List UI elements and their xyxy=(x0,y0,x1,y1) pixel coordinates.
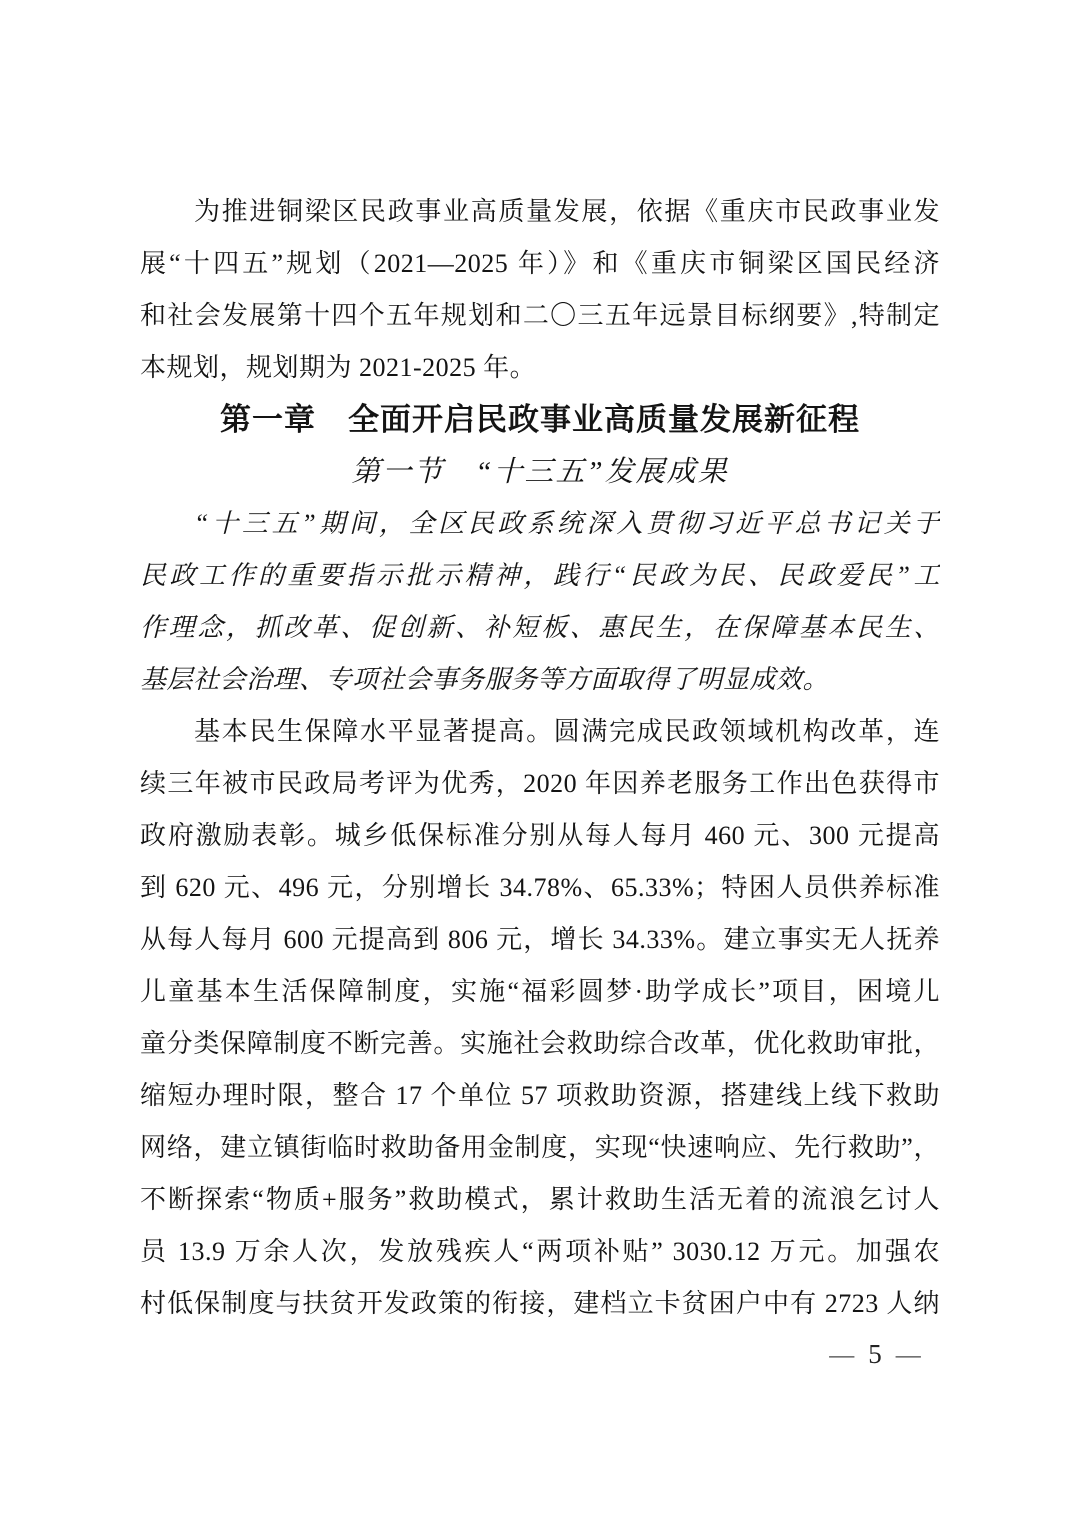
page-number-footer xyxy=(800,1334,950,1374)
intro-paragraph-line: 为推进铜梁区民政事业高质量发展，依据《重庆市民政事业发 xyxy=(194,197,940,226)
intro-paragraph-line: 和社会发展第十四个五年规划和二〇三五年远景目标纲要》,特制定 xyxy=(140,301,940,330)
livelihood-paragraph-line: 政府激励表彰。城乡低保标准分别从每人每月 460 元、300 元提高 xyxy=(140,821,940,850)
livelihood-paragraph-line: 不断探索“物质+服务”救助模式，累计救助生活无着的流浪乞讨人 xyxy=(140,1185,940,1214)
shisanwu-paragraph-line: 基层社会治理、专项社会事务服务等方面取得了明显成效。 xyxy=(140,665,830,694)
shisanwu-paragraph-line: 作理念，抓改革、促创新、补短板、惠民生，在保障基本民生、 xyxy=(140,613,940,642)
livelihood-paragraph-line: 儿童基本生活保障制度，实施“福彩圆梦·助学成长”项目，困境儿 xyxy=(140,977,940,1006)
intro-paragraph-line: 展“十四五”规划（2021—2025 年）》和《重庆市铜梁区国民经济 xyxy=(140,249,940,278)
section-heading: 第一节 “十三五”发展成果 xyxy=(351,456,729,488)
intro-paragraph-line: 本规划，规划期为 2021-2025 年。 xyxy=(140,353,537,382)
livelihood-paragraph-line: 网络，建立镇街临时救助备用金制度，实现“快速响应、先行救助”， xyxy=(140,1133,940,1162)
page-number: 5 xyxy=(868,1339,882,1369)
livelihood-paragraph-line: 缩短办理时限，整合 17 个单位 57 项救助资源，搭建线上线下救助 xyxy=(140,1081,940,1110)
livelihood-paragraph-line: 员 13.9 万余人次，发放残疾人“两项补贴” 3030.12 万元。加强农 xyxy=(140,1237,940,1266)
livelihood-paragraph-line: 村低保制度与扶贫开发政策的衔接，建档立卡贫困户中有 2723 人纳 xyxy=(140,1289,940,1318)
shisanwu-paragraph-line: 民政工作的重要指示批示精神，践行“民政为民、民政爱民”工 xyxy=(140,561,940,590)
footer-dash-right: — xyxy=(895,1342,921,1369)
livelihood-paragraph-line: 续三年被市民政局考评为优秀，2020 年因养老服务工作出色获得市 xyxy=(140,769,940,798)
chapter-heading: 第一章 全面开启民政事业高质量发展新征程 xyxy=(220,402,860,437)
livelihood-paragraph-line: 基本民生保障水平显著提高。圆满完成民政领域机构改革，连 xyxy=(194,717,940,746)
livelihood-paragraph-line: 到 620 元、496 元，分别增长 34.78%、65.33%；特困人员供养标准 xyxy=(140,873,940,902)
shisanwu-paragraph-line: “十三五”期间，全区民政系统深入贯彻习近平总书记关于 xyxy=(194,509,940,538)
livelihood-paragraph-line: 从每人每月 600 元提高到 806 元，增长 34.33%。建立事实无人抚养 xyxy=(140,925,940,954)
footer-dash-left: — xyxy=(829,1342,855,1369)
livelihood-paragraph-line: 童分类保障制度不断完善。实施社会救助综合改革，优化救助审批， xyxy=(140,1029,940,1058)
text-block xyxy=(140,186,940,1330)
